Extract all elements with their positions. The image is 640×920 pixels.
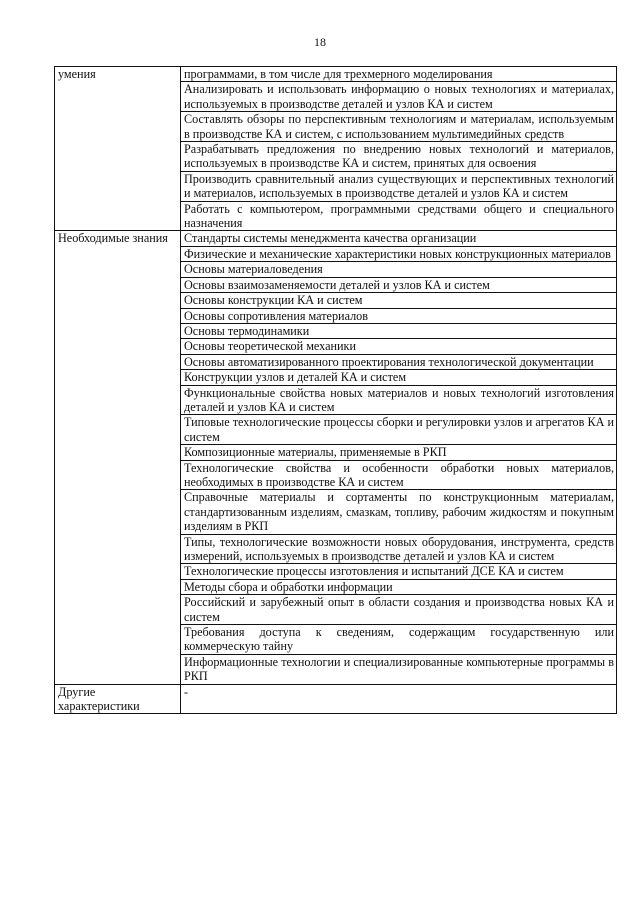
requirement-item: Разрабатывать предложения по внедрению новых технологий и материалов, используемых в производстве КА и систем, принятых для освоения (181, 142, 617, 172)
requirement-item: Работать с компьютером, программными средствами общего и специального назначения (181, 201, 617, 231)
requirement-item: Производить сравнительный анализ существующих и перспективных технологий и материалов, используемых в производстве деталей и узлов КА и систем (181, 171, 617, 201)
requirement-item: Российский и зарубежный опыт в области создания и производства новых КА и систем (181, 595, 617, 625)
requirements-table (54, 66, 617, 714)
requirement-item: Основы автоматизированного проектирования технологической документации (181, 354, 617, 369)
table-row (55, 684, 617, 714)
requirement-item: Композиционные материалы, применяемые в РКП (181, 445, 617, 460)
section-label: Другие характеристики (55, 684, 181, 714)
requirement-item: Основы конструкции КА и систем (181, 293, 617, 308)
requirements-table-body (55, 67, 617, 714)
section-label: умения (55, 67, 181, 231)
requirement-item: Технологические свойства и особенности обработки новых материалов, необходимых в производстве КА и систем (181, 460, 617, 490)
requirement-item: Типовые технологические процессы сборки и регулировки узлов и агрегатов КА и систем (181, 415, 617, 445)
requirement-item: Справочные материалы и сортаменты по конструкционным материалам, стандартизованным изделиям, смазкам, топливу, рабочим жидкостям и покупным изделиям в РКП (181, 490, 617, 534)
requirement-item: Требования доступа к сведениям, содержащим государственную или коммерческую тайну (181, 625, 617, 655)
requirement-item: Методы сбора и обработки информации (181, 579, 617, 594)
requirement-item: Физические и механические характеристики новых конструкционных материалов (181, 246, 617, 261)
requirement-item: Стандарты системы менеджмента качества организации (181, 231, 617, 246)
requirement-item: - (181, 684, 617, 714)
requirement-item: Основы взаимозаменяемости деталей и узлов КА и систем (181, 277, 617, 292)
requirement-item: Анализировать и использовать информацию о новых технологиях и материалах, используемых в производстве деталей и узлов КА и систем (181, 82, 617, 112)
requirement-item: Функциональные свойства новых материалов и новых технологий изготовления деталей и узлов КА и систем (181, 385, 617, 415)
table-row (55, 231, 617, 246)
requirement-item: Конструкции узлов и деталей КА и систем (181, 370, 617, 385)
requirement-item: Технологические процессы изготовления и испытаний ДСЕ КА и систем (181, 564, 617, 579)
requirement-item: Основы материаловедения (181, 262, 617, 277)
requirement-item: Информационные технологии и специализированные компьютерные программы в РКП (181, 654, 617, 684)
requirement-item: Типы, технологические возможности новых оборудования, инструмента, средств измерений, используемых в производстве деталей и узлов КА и систем (181, 534, 617, 564)
requirement-item: Составлять обзоры по перспективным технологиям и материалам, используемым в производстве КА и систем, с использованием мультимедийных средств (181, 112, 617, 142)
page-number: 18 (314, 35, 326, 49)
table-row (55, 67, 617, 82)
requirement-item: Основы термодинамики (181, 323, 617, 338)
requirement-item: Основы теоретической механики (181, 339, 617, 354)
requirement-item: программами, в том числе для трехмерного моделирования (181, 67, 617, 82)
requirement-item: Основы сопротивления материалов (181, 308, 617, 323)
section-label: Необходимые знания (55, 231, 181, 684)
